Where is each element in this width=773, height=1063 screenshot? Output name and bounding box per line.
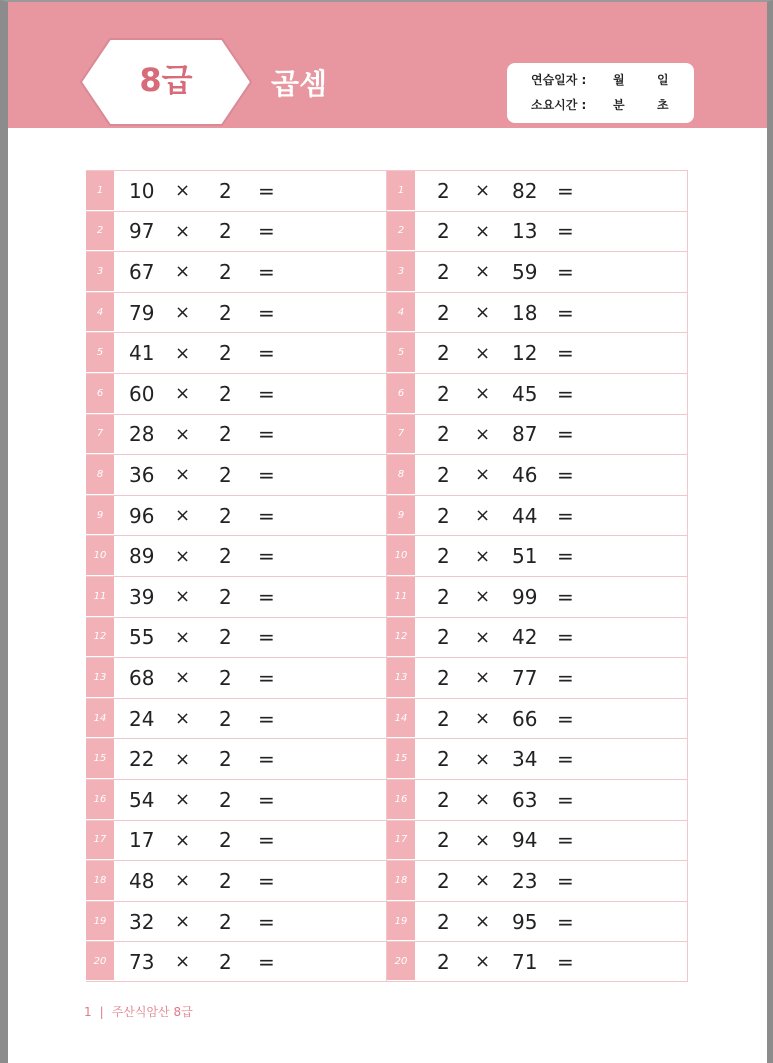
second-operand: 2 [219, 706, 232, 731]
problem-number: 20 [86, 942, 114, 981]
second-operand: 2 [219, 909, 232, 934]
multiply-sign: × [175, 951, 191, 973]
right-problem-row [387, 251, 688, 292]
problem-number: 14 [86, 699, 114, 739]
multiply-sign: × [175, 911, 191, 933]
second-operand: 2 [219, 422, 232, 447]
equals-sign: = [258, 625, 275, 650]
right-problem-row [387, 901, 688, 942]
multiply-sign: × [475, 748, 491, 770]
problem-number: 4 [387, 293, 415, 333]
time-taken-label: 소요시간 : [531, 98, 587, 112]
equals-sign: = [258, 219, 275, 244]
left-problem-row [86, 738, 387, 779]
second-operand: 2 [219, 300, 232, 325]
equals-sign: = [557, 422, 574, 447]
left-problem-row [86, 495, 387, 536]
second-operand: 2 [219, 503, 232, 528]
multiply-sign: × [475, 586, 491, 608]
equals-sign: = [258, 341, 275, 366]
equals-sign: = [258, 747, 275, 772]
left-problem-row [86, 860, 387, 901]
second-operand: 87 [512, 422, 538, 447]
equals-sign: = [557, 747, 574, 772]
first-operand: 10 [129, 178, 155, 203]
first-operand: 2 [437, 259, 450, 284]
left-problem-row [86, 941, 387, 982]
left-problem-row [86, 414, 387, 455]
problem-number: 1 [387, 171, 415, 211]
equals-sign: = [557, 868, 574, 893]
multiply-sign: × [175, 545, 191, 567]
problem-number: 20 [387, 942, 415, 981]
multiply-sign: × [175, 708, 191, 730]
left-problem-row [86, 698, 387, 739]
equals-sign: = [258, 381, 275, 406]
left-problem-row [86, 576, 387, 617]
multiply-sign: × [475, 708, 491, 730]
first-operand: 32 [129, 909, 155, 934]
second-operand: 2 [219, 665, 232, 690]
equals-sign: = [258, 178, 275, 203]
multiply-sign: × [475, 342, 491, 364]
multiply-sign: × [175, 870, 191, 892]
equals-sign: = [557, 625, 574, 650]
second-operand: 59 [512, 259, 538, 284]
equals-sign: = [557, 259, 574, 284]
problem-number: 6 [86, 374, 114, 414]
multiply-sign: × [175, 626, 191, 648]
equals-sign: = [258, 828, 275, 853]
right-problem-row [387, 535, 688, 576]
equals-sign: = [557, 381, 574, 406]
first-operand: 2 [437, 462, 450, 487]
second-operand: 77 [512, 665, 538, 690]
right-problem-row [387, 292, 688, 333]
first-operand: 2 [437, 422, 450, 447]
footer-separator: | [99, 1005, 104, 1019]
second-operand: 51 [512, 544, 538, 569]
multiply-sign: × [175, 261, 191, 283]
right-problem-row [387, 373, 688, 414]
level-badge-text: 8급 [139, 61, 193, 99]
left-problem-row [86, 820, 387, 861]
equals-sign: = [557, 462, 574, 487]
multiply-sign: × [475, 545, 491, 567]
multiply-sign: × [175, 180, 191, 202]
right-problem-row [387, 738, 688, 779]
left-problem-row [86, 251, 387, 292]
first-operand: 89 [129, 544, 155, 569]
problem-number: 2 [387, 212, 415, 252]
right-problem-row [387, 454, 688, 495]
equals-sign: = [557, 544, 574, 569]
first-operand: 79 [129, 300, 155, 325]
second-operand: 82 [512, 178, 538, 203]
second-operand: 2 [219, 949, 232, 974]
problem-number: 13 [86, 658, 114, 698]
problem-table [86, 170, 688, 982]
multiply-sign: × [475, 505, 491, 527]
problem-number: 7 [387, 415, 415, 455]
multiply-sign: × [475, 423, 491, 445]
multiply-sign: × [175, 748, 191, 770]
right-problem-row [387, 698, 688, 739]
problem-number: 7 [86, 415, 114, 455]
equals-sign: = [557, 706, 574, 731]
equals-sign: = [557, 219, 574, 244]
second-operand: 2 [219, 584, 232, 609]
problem-number: 10 [387, 536, 415, 576]
multiply-sign: × [475, 667, 491, 689]
second-operand: 34 [512, 747, 538, 772]
book-title: 주산식암산 8급 [111, 1005, 193, 1019]
equals-sign: = [258, 909, 275, 934]
second-operand: 2 [219, 625, 232, 650]
multiply-sign: × [175, 302, 191, 324]
second-operand: 2 [219, 341, 232, 366]
page-title: 곱셈 [271, 67, 328, 101]
multiply-sign: × [175, 505, 191, 527]
problem-number: 5 [86, 333, 114, 373]
multiply-sign: × [475, 220, 491, 242]
first-operand: 2 [437, 544, 450, 569]
problem-number: 9 [86, 496, 114, 536]
first-operand: 2 [437, 219, 450, 244]
equals-sign: = [258, 787, 275, 812]
equals-sign: = [258, 300, 275, 325]
second-unit: 초 [657, 98, 669, 112]
problem-number: 4 [86, 293, 114, 333]
multiply-sign: × [175, 423, 191, 445]
problem-number: 18 [86, 861, 114, 901]
first-operand: 2 [437, 178, 450, 203]
first-operand: 73 [129, 949, 155, 974]
second-operand: 2 [219, 219, 232, 244]
equals-sign: = [557, 909, 574, 934]
second-operand: 95 [512, 909, 538, 934]
second-operand: 66 [512, 706, 538, 731]
problem-number: 11 [86, 577, 114, 617]
first-operand: 97 [129, 219, 155, 244]
problem-number: 14 [387, 699, 415, 739]
second-operand: 2 [219, 259, 232, 284]
second-operand: 46 [512, 462, 538, 487]
problem-number: 2 [86, 212, 114, 252]
problem-number: 17 [387, 821, 415, 861]
left-problem-row [86, 617, 387, 658]
problem-number: 5 [387, 333, 415, 373]
second-operand: 23 [512, 868, 538, 893]
equals-sign: = [557, 300, 574, 325]
second-operand: 2 [219, 462, 232, 487]
right-problem-row [387, 211, 688, 252]
problem-number: 12 [387, 618, 415, 658]
problem-number: 8 [86, 455, 114, 495]
equals-sign: = [557, 949, 574, 974]
first-operand: 67 [129, 259, 155, 284]
multiply-sign: × [175, 464, 191, 486]
left-problem-row [86, 535, 387, 576]
equals-sign: = [258, 422, 275, 447]
right-problem-row [387, 332, 688, 373]
multiply-sign: × [475, 870, 491, 892]
problem-number: 16 [86, 780, 114, 820]
problem-number: 6 [387, 374, 415, 414]
left-problem-row [86, 454, 387, 495]
multiply-sign: × [175, 383, 191, 405]
second-operand: 44 [512, 503, 538, 528]
multiply-sign: × [475, 464, 491, 486]
first-operand: 68 [129, 665, 155, 690]
right-problem-row [387, 576, 688, 617]
right-problem-row [387, 820, 688, 861]
first-operand: 2 [437, 584, 450, 609]
first-operand: 2 [437, 706, 450, 731]
second-operand: 71 [512, 949, 538, 974]
first-operand: 2 [437, 625, 450, 650]
equals-sign: = [557, 178, 574, 203]
practice-info-box [507, 63, 694, 123]
second-operand: 18 [512, 300, 538, 325]
equals-sign: = [258, 706, 275, 731]
multiply-sign: × [475, 261, 491, 283]
multiply-sign: × [475, 829, 491, 851]
first-operand: 48 [129, 868, 155, 893]
right-problem-row [387, 617, 688, 658]
first-operand: 96 [129, 503, 155, 528]
second-operand: 94 [512, 828, 538, 853]
problem-number: 13 [387, 658, 415, 698]
left-problem-row [86, 292, 387, 333]
month-unit: 월 [613, 73, 625, 87]
equals-sign: = [557, 787, 574, 812]
equals-sign: = [557, 584, 574, 609]
first-operand: 22 [129, 747, 155, 772]
multiply-sign: × [175, 220, 191, 242]
practice-date-row [507, 71, 694, 89]
problem-number: 10 [86, 536, 114, 576]
first-operand: 54 [129, 787, 155, 812]
first-operand: 36 [129, 462, 155, 487]
problem-number: 11 [387, 577, 415, 617]
second-operand: 99 [512, 584, 538, 609]
multiply-sign: × [475, 789, 491, 811]
equals-sign: = [258, 503, 275, 528]
first-operand: 2 [437, 503, 450, 528]
second-operand: 63 [512, 787, 538, 812]
equals-sign: = [557, 341, 574, 366]
left-problem-row [86, 332, 387, 373]
equals-sign: = [258, 462, 275, 487]
first-operand: 28 [129, 422, 155, 447]
multiply-sign: × [475, 626, 491, 648]
first-operand: 2 [437, 787, 450, 812]
problem-number: 17 [86, 821, 114, 861]
second-operand: 42 [512, 625, 538, 650]
second-operand: 2 [219, 787, 232, 812]
left-problem-row [86, 373, 387, 414]
level-badge [80, 38, 252, 126]
left-problem-row [86, 657, 387, 698]
equals-sign: = [557, 828, 574, 853]
equals-sign: = [258, 665, 275, 690]
first-operand: 17 [129, 828, 155, 853]
second-operand: 12 [512, 341, 538, 366]
multiply-sign: × [175, 586, 191, 608]
first-operand: 2 [437, 868, 450, 893]
multiply-sign: × [475, 180, 491, 202]
right-problem-row [387, 860, 688, 901]
multiply-sign: × [475, 302, 491, 324]
second-operand: 2 [219, 747, 232, 772]
first-operand: 2 [437, 341, 450, 366]
multiply-sign: × [175, 342, 191, 364]
equals-sign: = [258, 868, 275, 893]
right-problem-row [387, 414, 688, 455]
left-problem-row [86, 170, 387, 211]
page-number: 1 [84, 1005, 92, 1019]
second-operand: 45 [512, 381, 538, 406]
right-problem-row [387, 657, 688, 698]
equals-sign: = [258, 949, 275, 974]
second-operand: 2 [219, 868, 232, 893]
multiply-sign: × [175, 789, 191, 811]
equals-sign: = [557, 503, 574, 528]
problem-number: 19 [387, 902, 415, 942]
day-unit: 일 [657, 73, 669, 87]
time-taken-row [507, 96, 694, 114]
first-operand: 55 [129, 625, 155, 650]
first-operand: 2 [437, 747, 450, 772]
problem-number: 3 [86, 252, 114, 292]
right-problem-row [387, 495, 688, 536]
equals-sign: = [258, 584, 275, 609]
left-problem-row [86, 211, 387, 252]
second-operand: 2 [219, 178, 232, 203]
problem-number: 15 [387, 739, 415, 779]
equals-sign: = [258, 259, 275, 284]
right-problem-row [387, 941, 688, 982]
first-operand: 2 [437, 828, 450, 853]
second-operand: 2 [219, 544, 232, 569]
problem-number: 18 [387, 861, 415, 901]
first-operand: 2 [437, 909, 450, 934]
problem-number: 8 [387, 455, 415, 495]
left-problem-row [86, 901, 387, 942]
first-operand: 2 [437, 665, 450, 690]
problem-number: 3 [387, 252, 415, 292]
first-operand: 24 [129, 706, 155, 731]
multiply-sign: × [475, 951, 491, 973]
problem-number: 9 [387, 496, 415, 536]
second-operand: 13 [512, 219, 538, 244]
left-problem-row [86, 779, 387, 820]
equals-sign: = [258, 544, 275, 569]
problem-number: 19 [86, 902, 114, 942]
minute-unit: 분 [613, 98, 625, 112]
problem-number: 1 [86, 171, 114, 211]
problem-number: 15 [86, 739, 114, 779]
first-operand: 2 [437, 949, 450, 974]
right-problem-row [387, 779, 688, 820]
first-operand: 2 [437, 300, 450, 325]
equals-sign: = [557, 665, 574, 690]
right-problem-row [387, 170, 688, 211]
multiply-sign: × [175, 667, 191, 689]
multiply-sign: × [475, 911, 491, 933]
first-operand: 39 [129, 584, 155, 609]
page-footer [84, 1003, 193, 1020]
first-operand: 60 [129, 381, 155, 406]
second-operand: 2 [219, 381, 232, 406]
problem-number: 16 [387, 780, 415, 820]
multiply-sign: × [475, 383, 491, 405]
second-operand: 2 [219, 828, 232, 853]
practice-date-label: 연습일자 : [531, 73, 587, 87]
multiply-sign: × [175, 829, 191, 851]
first-operand: 41 [129, 341, 155, 366]
first-operand: 2 [437, 381, 450, 406]
problem-number: 12 [86, 618, 114, 658]
